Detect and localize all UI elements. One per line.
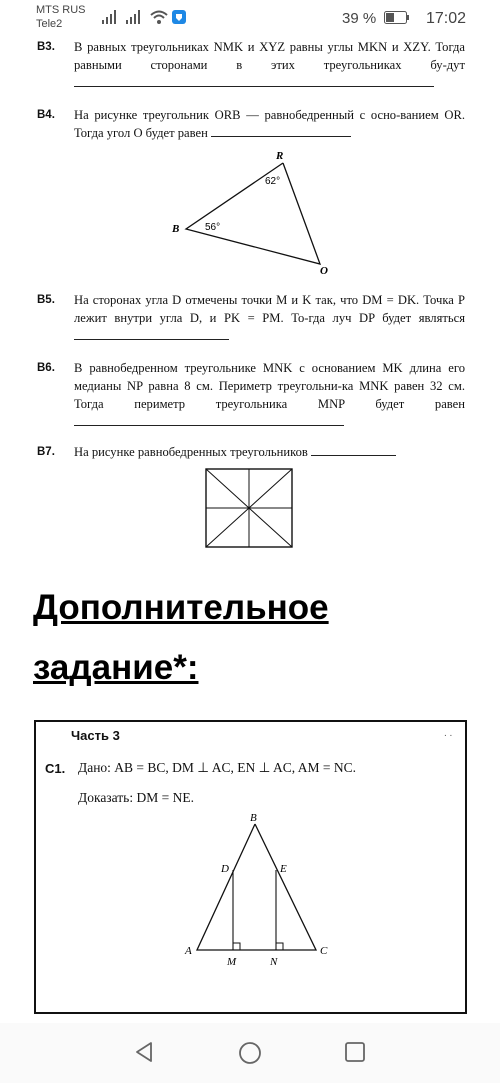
answer-blank [74,415,344,426]
question-number: В3. [37,41,55,53]
clock: 17:02 [426,10,467,27]
question-number: В7. [37,446,55,458]
vertex-b-label: B [172,223,180,235]
isosceles-triangle-figure [170,810,340,970]
answer-blank [74,76,434,87]
signal-1-icon [102,10,118,24]
square-triangles-figure [205,468,295,550]
shield-app-icon [172,10,186,24]
back-icon[interactable] [133,1041,155,1063]
question-b3 [37,38,465,92]
battery-percent: 39 % [342,10,377,27]
navigation-bar [0,1023,500,1083]
vertex-b-label: B [250,812,257,824]
recent-apps-icon[interactable] [344,1041,366,1063]
point-m-label: M [227,956,237,968]
status-bar [0,0,500,36]
extra-task-title-line1: Дополнительное [33,588,329,627]
carrier-2: Tele2 [36,18,63,30]
question-text: На рисунке равнобедренных треугольников [74,443,465,461]
signal-2-icon [126,10,142,24]
question-b4 [37,106,465,142]
question-b6 [37,359,465,431]
point-e-label: E [280,863,287,875]
answer-blank [311,445,396,456]
answer-blank [211,126,351,137]
vertex-a-label: A [185,945,192,957]
question-number: В5. [37,294,55,306]
task-c1-prove: Доказать: DM = NE. [78,790,194,805]
wifi-icon [150,10,168,24]
extra-task-title-line2: задание*: [33,648,199,687]
battery-icon [384,11,410,24]
question-text: В равнобедренном треугольнике MNK с основанием MK длина его медианы NP равна 8 см. Периметр треугольни-ка MNK равен 32 см. Тогда периметр треугольника MNP будет равен [74,359,465,431]
triangle-orb-figure [0,146,500,276]
home-icon[interactable] [238,1041,262,1065]
answer-blank [74,329,229,340]
part3-title: Часть 3 [71,728,120,743]
question-number: В6. [37,362,55,374]
vertex-r-label: R [276,150,284,162]
task-c1-number: С1. [45,761,66,776]
vertex-c-label: C [320,945,328,957]
question-text: На сторонах угла D отмечены точки M и K так, что DM = DK. Точка P лежит внутри угла D, и PK = PM. То-гда луч DP будет являться [74,291,465,345]
angle-r-label: 62° [265,176,281,187]
question-b5 [37,291,465,345]
question-text: На рисунке треугольник ORB — равнобедренный с осно-ванием OR. Тогда угол O будет равен [74,108,465,140]
task-c1-given: Дано: AB = BC, DM ⊥ AC, EN ⊥ AC, AM = NC. [78,760,356,775]
point-n-label: N [270,956,278,968]
dots-mark: . . [444,728,453,739]
point-d-label: D [221,863,229,875]
angle-b-label: 56° [205,222,221,233]
carrier-1: MTS RUS [36,4,86,16]
question-b7 [37,443,465,461]
vertex-o-label: O [320,265,328,276]
question-text: В равных треугольниках NMK и XYZ равны углы MKN и XZY. Тогда равными сторонами в этих треугольниках бу-дут [74,38,465,92]
question-number: В4. [37,109,55,121]
carrier-names [36,3,86,31]
